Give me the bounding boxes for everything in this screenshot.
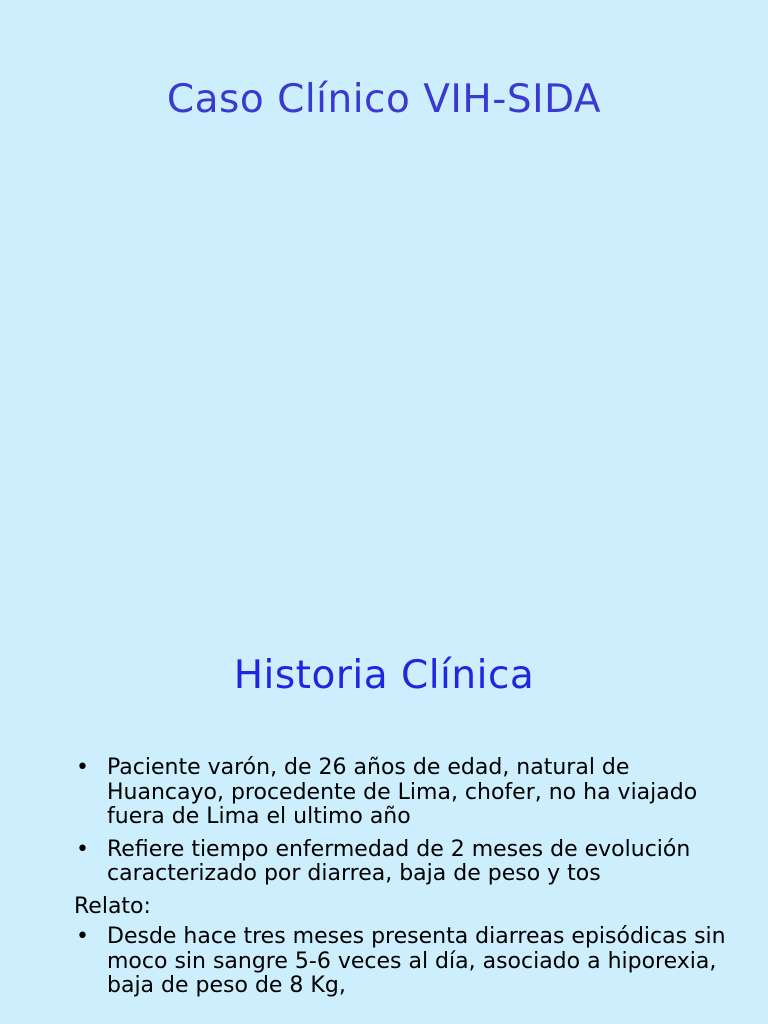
bullet-icon (76, 925, 89, 950)
bullet-item (76, 756, 736, 830)
bullet-text: Desde hace tres meses presenta diarreas episódicas sin moco sin sangre 5-6 veces al día, asociado a hiporexia, baja de peso de 8 Kg, (107, 924, 726, 998)
bullet-icon (76, 756, 89, 781)
slide-title: Caso Clínico VIH-SIDA (166, 77, 602, 122)
section-title: Historia Clínica (233, 653, 535, 698)
bullet-icon (76, 838, 89, 863)
content-body (76, 756, 736, 1007)
bullet-text: Refiere tiempo enfermedad de 2 meses de evolución caracterizado por diarrea, baja de peso y tos (107, 836, 691, 886)
relato-label: Relato: (74, 893, 151, 919)
bullet-item (76, 838, 736, 887)
bullet-text: Paciente varón, de 26 años de edad, natural de Huancayo, procedente de Lima, chofer, no ha viajado fuera de Lima el ultimo año (107, 755, 698, 829)
bullet-item (76, 925, 736, 999)
